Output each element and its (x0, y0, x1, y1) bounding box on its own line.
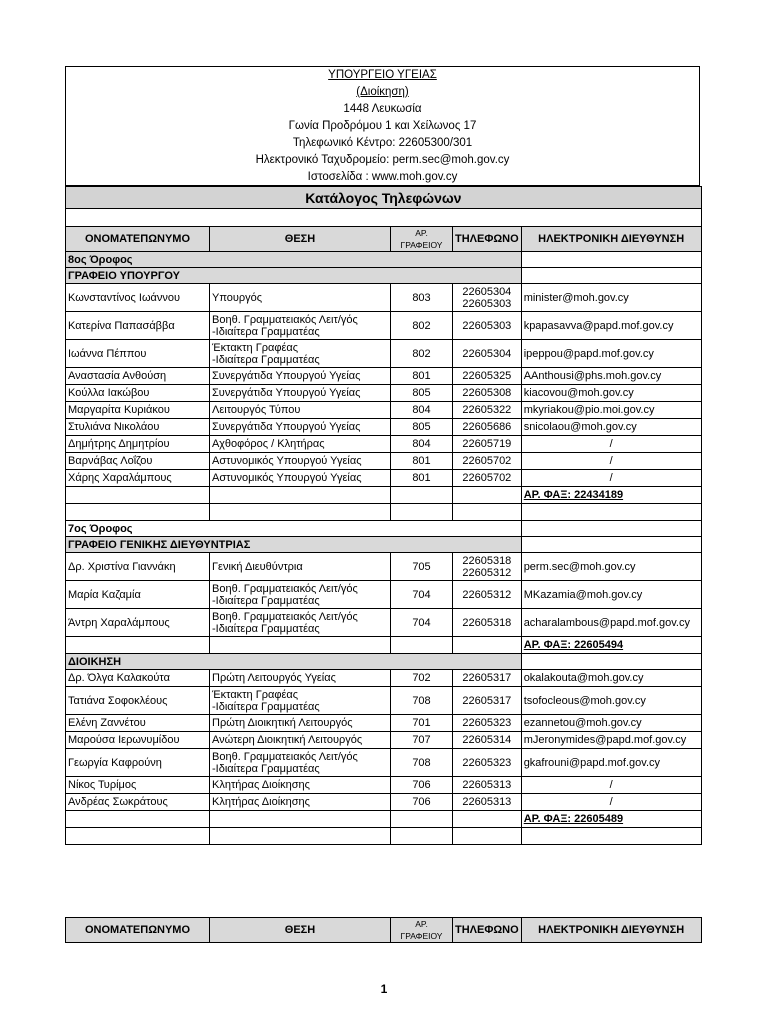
phone-number: 22605318 22605312 (453, 553, 522, 581)
col-office-header: ΑΡ. ΓΡΑΦΕΙΟΥ (391, 918, 453, 943)
phone-number: 22605314 (453, 732, 522, 749)
switchboard: Τηλεφωνικό Κέντρο: 22605300/301 (292, 137, 473, 149)
office-number: 803 (391, 284, 453, 312)
email-link[interactable]: MKazamia@moh.gov.cy (521, 581, 701, 609)
table-row (66, 715, 702, 732)
phone-number: 22605325 (453, 368, 522, 385)
spacer-row (66, 209, 702, 227)
table-row (66, 385, 702, 402)
phone-number: 22605323 (453, 749, 522, 777)
col-email-header: ΗΛΕΚΤΡΟΝΙΚΗ ΔΙΕΥΘΥΝΣΗ (521, 227, 701, 252)
phone-number: 22605304 (453, 340, 522, 368)
email-link[interactable]: snicolaou@moh.gov.cy (521, 419, 701, 436)
website: Ιστοσελίδα : www.moh.gov.cy (307, 171, 458, 183)
person-name: Αναστασία Ανθούση (66, 368, 210, 385)
office-number: 801 (391, 368, 453, 385)
phone-number: 22605317 (453, 687, 522, 715)
office-number: 805 (391, 385, 453, 402)
office-number: 701 (391, 715, 453, 732)
person-position: Πρώτη Διοικητική Λειτουργός (210, 715, 391, 732)
phone-number: 22605719 (453, 436, 522, 453)
col-name-header: ΟΝΟΜΑΤΕΠΩΝΥΜΟ (66, 918, 210, 943)
ministry-header (65, 66, 700, 186)
phone-number: 22605313 (453, 794, 522, 811)
table-row (66, 284, 702, 312)
table-row (66, 732, 702, 749)
office-number: 706 (391, 794, 453, 811)
person-position: Συνεργάτιδα Υπουργού Υγείας (210, 385, 391, 402)
person-name: Ανδρέας Σωκράτους (66, 794, 210, 811)
person-position: Κλητήρας Διοίκησης (210, 777, 391, 794)
person-name: Δρ. Όλγα Καλακούτα (66, 670, 210, 687)
table-row (66, 670, 702, 687)
table-row (66, 794, 702, 811)
phone-number: 22605318 (453, 609, 522, 637)
office-number: 801 (391, 453, 453, 470)
person-position: Βοηθ. Γραμματειακός Λειτ/γός -Ιδιαίτερα Γραμματέας (210, 749, 391, 777)
person-name: Κούλλα Ιακώβου (66, 385, 210, 402)
person-name: Νίκος Τυρίμος (66, 777, 210, 794)
person-position: Αστυνομικός Υπουργού Υγείας (210, 453, 391, 470)
phone-number: 22605323 (453, 715, 522, 732)
person-name: Ελένη Ζαννέτου (66, 715, 210, 732)
person-position: Ανώτερη Διοικητική Λειτουργός (210, 732, 391, 749)
person-position: Υπουργός (210, 284, 391, 312)
email-none: / (521, 436, 701, 453)
office-number: 707 (391, 732, 453, 749)
email-link[interactable]: mJeronymides@papd.mof.gov.cy (521, 732, 701, 749)
col-phone-header: ΤΗΛΕΦΩΝΟ (453, 227, 522, 252)
street-address: Γωνία Προδρόμου 1 και Χείλωνος 17 (288, 120, 477, 132)
person-position: Βοηθ. Γραμματειακός Λειτ/γός -Ιδιαίτερα Γραμματέας (210, 312, 391, 340)
phone-number: 22605322 (453, 402, 522, 419)
email-link[interactable]: kiacovou@moh.gov.cy (521, 385, 701, 402)
section-minister-office: ΓΡΑΦΕΙΟ ΥΠΟΥΡΓΟΥ (66, 268, 522, 284)
section-administration: ΔΙΟΙΚΗΣΗ (66, 654, 522, 670)
table-row (66, 749, 702, 777)
person-position: Συνεργάτιδα Υπουργού Υγείας (210, 368, 391, 385)
phone-number: 22605313 (453, 777, 522, 794)
table-row (66, 581, 702, 609)
phone-number: 22605702 (453, 453, 522, 470)
email-link[interactable]: gkafrouni@papd.mof.gov.cy (521, 749, 701, 777)
email-none: / (521, 470, 701, 487)
email-link[interactable]: acharalambous@papd.mof.gov.cy (521, 609, 701, 637)
person-position: Γενική Διευθύντρια (210, 553, 391, 581)
person-position: Βοηθ. Γραμματειακός Λειτ/γός -Ιδιαίτερα Γραμματέας (210, 581, 391, 609)
office-number: 805 (391, 419, 453, 436)
table-row (66, 312, 702, 340)
person-name: Στυλιάνα Νικολάου (66, 419, 210, 436)
department-name: (Διοίκηση) (356, 86, 409, 98)
table-row (66, 553, 702, 581)
email-link[interactable]: perm.sec@moh.gov.cy (521, 553, 701, 581)
office-number: 804 (391, 402, 453, 419)
person-name: Γεωργία Καφρούνη (66, 749, 210, 777)
table-row (66, 777, 702, 794)
email-none: / (521, 453, 701, 470)
table-row (66, 609, 702, 637)
email-link[interactable]: kpapasavva@papd.mof.gov.cy (521, 312, 701, 340)
person-name: Δρ. Χριστίνα Γιαννάκη (66, 553, 210, 581)
phone-number: 22605304 22605303 (453, 284, 522, 312)
person-name: Κωνσταντίνος Ιωάννου (66, 284, 210, 312)
directory-title: Κατάλογος Τηλεφώνων (66, 187, 702, 209)
person-name: Δημήτρης Δημητρίου (66, 436, 210, 453)
col-email-header: ΗΛΕΚΤΡΟΝΙΚΗ ΔΙΕΥΘΥΝΣΗ (521, 918, 701, 943)
table-row (66, 687, 702, 715)
person-position: Κλητήρας Διοίκησης (210, 794, 391, 811)
ministry-name: ΥΠΟΥΡΓΕΙΟ ΥΓΕΙΑΣ (328, 69, 437, 81)
person-position: Πρώτη Λειτουργός Υγείας (210, 670, 391, 687)
fax-number: ΑΡ. ΦΑΞ: 22434189 (521, 487, 701, 504)
phone-directory-table (65, 186, 702, 845)
email-link[interactable]: AAnthousi@phs.moh.gov.cy (521, 368, 701, 385)
person-name: Άντρη Χαραλάμπους (66, 609, 210, 637)
person-position: Βοηθ. Γραμματειακός Λειτ/γός -Ιδιαίτερα Γραμματέας (210, 609, 391, 637)
person-name: Τατιάνα Σοφοκλέους (66, 687, 210, 715)
email-link[interactable]: ezannetou@moh.gov.cy (521, 715, 701, 732)
table-row (66, 453, 702, 470)
person-name: Μαρία Καζαμία (66, 581, 210, 609)
table-row (66, 402, 702, 419)
office-number: 802 (391, 340, 453, 368)
email-link[interactable]: ipeppou@papd.mof.gov.cy (521, 340, 701, 368)
office-number: 801 (391, 470, 453, 487)
phone-number: 22605308 (453, 385, 522, 402)
floor-label-7: 7ος Όροφος (66, 521, 522, 537)
table-row (66, 340, 702, 368)
col-position-header: ΘΕΣΗ (210, 918, 391, 943)
table-row (66, 368, 702, 385)
office-number: 708 (391, 687, 453, 715)
phone-number: 22605702 (453, 470, 522, 487)
person-position: Λειτουργός Τύπου (210, 402, 391, 419)
office-number: 804 (391, 436, 453, 453)
postal-code: 1448 Λευκωσία (343, 103, 422, 115)
office-number: 708 (391, 749, 453, 777)
table-row (66, 436, 702, 453)
email-link[interactable]: mkyriakou@pio.moi.gov.cy (521, 402, 701, 419)
section-director-general-office: ΓΡΑΦΕΙΟ ΓΕΝΙΚΗΣ ΔΙΕΥΘΥΝΤΡΙΑΣ (66, 537, 522, 553)
office-number: 802 (391, 312, 453, 340)
fax-number: ΑΡ. ΦΑΞ: 22605489 (521, 811, 701, 828)
person-position: Έκτακτη Γραφέας -Ιδιαίτερα Γραμματέας (210, 687, 391, 715)
person-name: Ιωάννα Πέππου (66, 340, 210, 368)
person-position: Συνεργάτιδα Υπουργού Υγείας (210, 419, 391, 436)
col-office-header: ΑΡ. ΓΡΑΦΕΙΟΥ (391, 227, 453, 252)
email-address: Ηλεκτρονικό Ταχυδρομείο: perm.sec@moh.gov.cy (255, 154, 510, 166)
person-name: Χάρης Χαραλάμπους (66, 470, 210, 487)
col-phone-header: ΤΗΛΕΦΩΝΟ (453, 918, 522, 943)
person-position: Αχθοφόρος / Κλητήρας (210, 436, 391, 453)
office-number: 702 (391, 670, 453, 687)
email-link[interactable]: minister@moh.gov.cy (521, 284, 701, 312)
office-number: 704 (391, 581, 453, 609)
person-position: Έκτακτη Γραφέας -Ιδιαίτερα Γραμματέας (210, 340, 391, 368)
phone-number: 22605686 (453, 419, 522, 436)
phone-number: 22605317 (453, 670, 522, 687)
floor-label-8: 8ος Όροφος (66, 252, 522, 268)
office-number: 704 (391, 609, 453, 637)
email-none: / (521, 777, 701, 794)
person-name: Κατερίνα Παπασάββα (66, 312, 210, 340)
fax-number: ΑΡ. ΦΑΞ: 22605494 (521, 637, 701, 654)
repeated-header-table (65, 917, 702, 943)
person-name: Μαργαρίτα Κυριάκου (66, 402, 210, 419)
page-number: 1 (380, 982, 388, 996)
office-number: 705 (391, 553, 453, 581)
email-link[interactable]: okalakouta@moh.gov.cy (521, 670, 701, 687)
table-row (66, 419, 702, 436)
email-link[interactable]: tsofocleous@moh.gov.cy (521, 687, 701, 715)
phone-number: 22605303 (453, 312, 522, 340)
col-position-header: ΘΕΣΗ (210, 227, 391, 252)
phone-number: 22605312 (453, 581, 522, 609)
table-row (66, 470, 702, 487)
person-name: Μαρούσα Ιερωνυμίδου (66, 732, 210, 749)
person-name: Βαρνάβας Λοΐζου (66, 453, 210, 470)
office-number: 706 (391, 777, 453, 794)
person-position: Αστυνομικός Υπουργού Υγείας (210, 470, 391, 487)
email-none: / (521, 794, 701, 811)
col-name-header: ΟΝΟΜΑΤΕΠΩΝΥΜΟ (66, 227, 210, 252)
